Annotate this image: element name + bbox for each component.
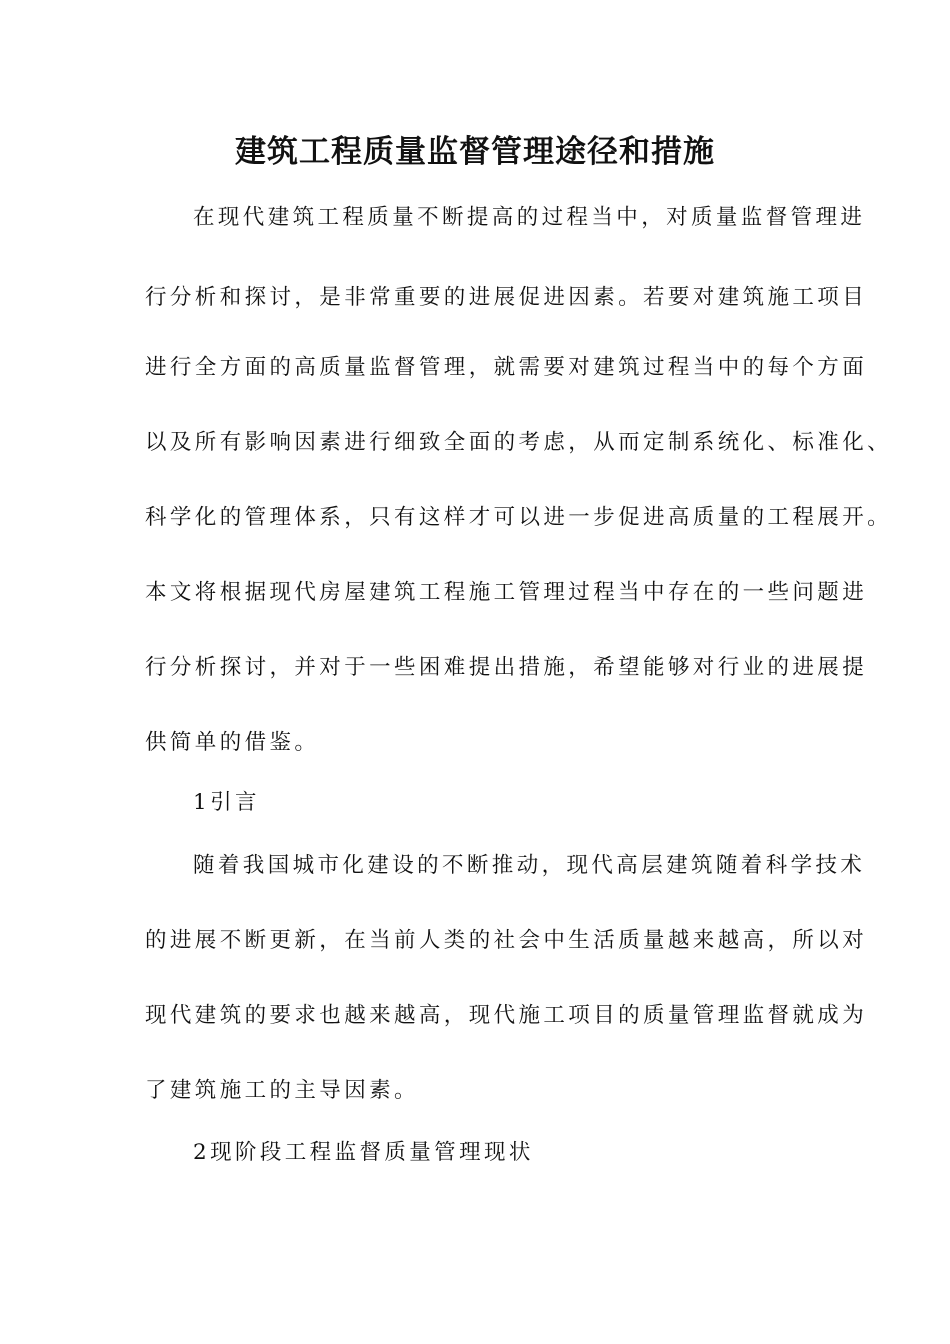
paragraph-line: 科学化的管理体系，只有这样才可以进一步促进高质量的工程展开。: [145, 505, 893, 530]
paragraph-line: 行分析探讨，并对于一些困难提出措施，希望能够对行业的进展提: [145, 655, 868, 680]
paragraph-line: 以及所有影响因素进行细致全面的考虑，从而定制系统化、标准化、: [145, 430, 893, 455]
paragraph-line: 的进展不断更新，在当前人类的社会中生活质量越来越高，所以对: [145, 928, 868, 953]
paragraph-line: 在现代建筑工程质量不断提高的过程当中，对质量监督管理进: [193, 205, 866, 230]
paragraph-line: 随着我国城市化建设的不断推动，现代高层建筑随着科学技术: [193, 853, 866, 878]
paragraph-line: 进行全方面的高质量监督管理，就需要对建筑过程当中的每个方面: [145, 355, 868, 380]
section-heading-introduction: 1引言: [193, 790, 260, 815]
section-heading-current-status: 2现阶段工程监督质量管理现状: [193, 1140, 534, 1165]
paragraph-line: 了建筑施工的主导因素。: [145, 1078, 419, 1103]
document-title: 建筑工程质量监督管理途径和措施: [235, 134, 715, 170]
paragraph-line: 供简单的借鉴。: [145, 730, 320, 755]
paragraph-line: 行分析和探讨，是非常重要的进展促进因素。若要对建筑施工项目: [145, 285, 868, 310]
paragraph-line: 现代建筑的要求也越来越高，现代施工项目的质量管理监督就成为: [145, 1003, 868, 1028]
paragraph-line: 本文将根据现代房屋建筑工程施工管理过程当中存在的一些问题进: [145, 580, 868, 605]
